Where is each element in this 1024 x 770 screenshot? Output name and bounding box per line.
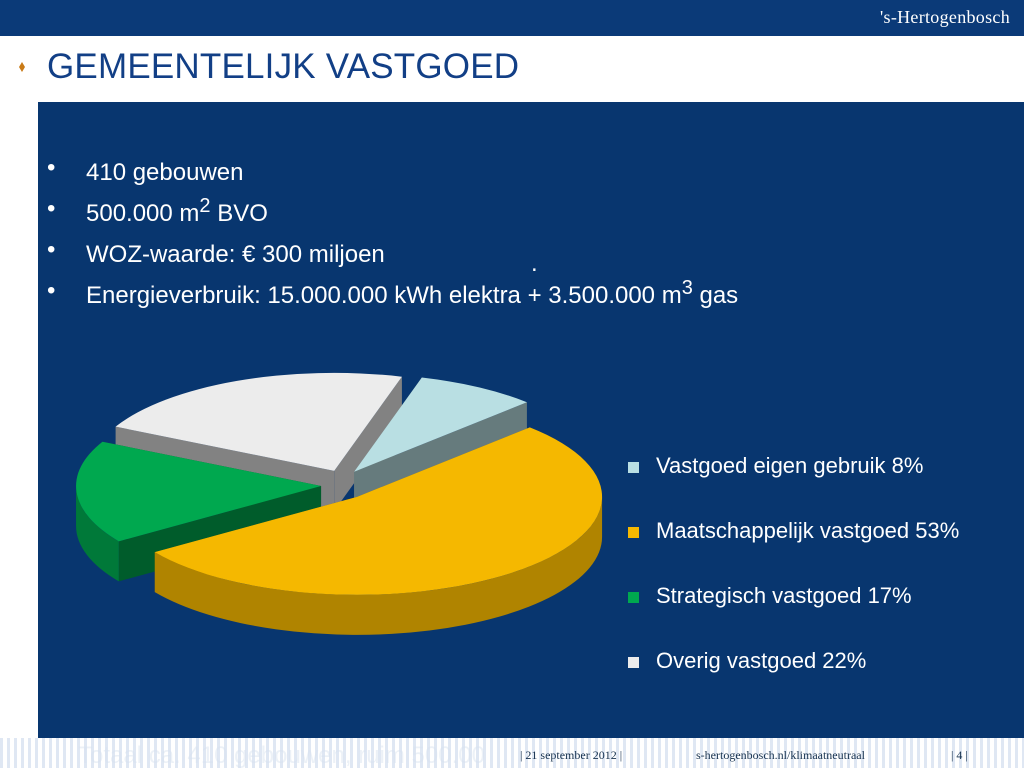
header-bar <box>0 0 1024 36</box>
bullet-marker: • <box>47 195 56 222</box>
legend-label: Overig vastgoed 22% <box>656 648 867 673</box>
city-name: 's-Hertogenbosch <box>879 7 1010 27</box>
legend-item <box>628 518 959 583</box>
legend-swatch <box>628 657 639 668</box>
footer-date: | 21 september 2012 | <box>520 748 623 762</box>
pie-chart <box>38 340 638 670</box>
bullet-marker: • <box>47 277 56 304</box>
footer-ghost-text: Totaal ca. 410 gebouwen, ruim 500.00 <box>78 742 485 769</box>
bullet-text: 500.000 m <box>86 200 200 227</box>
legend-item <box>628 583 959 648</box>
bullet-marker: • <box>47 236 56 263</box>
legend-item <box>628 453 959 518</box>
legend-label: Strategisch vastgoed 17% <box>656 583 912 608</box>
bullet-superscript: 2 <box>199 195 211 217</box>
footer-page-number: | 4 | <box>951 748 968 762</box>
legend-item <box>628 648 959 713</box>
bullet-item <box>47 195 738 236</box>
stray-mark: . <box>531 250 538 277</box>
legend-swatch <box>628 592 639 603</box>
bullet-item <box>47 277 738 318</box>
bullet-text-rest: gas <box>692 282 739 309</box>
bullet-list <box>47 154 738 318</box>
legend-label: Vastgoed eigen gebruik 8% <box>656 453 924 478</box>
title-bullet-icon <box>19 62 25 72</box>
bullet-superscript: 3 <box>681 277 693 299</box>
footer-link[interactable]: s-hertogenbosch.nl/klimaatneutraal <box>696 748 865 762</box>
bullet-item <box>47 236 738 277</box>
bullet-item <box>47 154 738 195</box>
bullet-text: Energieverbruik: 15.000.000 kWh elektra + 3.500.000 m <box>86 282 682 309</box>
bullet-text-rest: BVO <box>210 200 268 227</box>
legend-swatch <box>628 462 639 473</box>
bullet-text: 410 gebouwen <box>86 159 244 186</box>
bullet-text: WOZ-waarde: € 300 miljoen <box>86 241 385 268</box>
chart-legend <box>628 453 959 713</box>
legend-label: Maatschappelijk vastgoed 53% <box>656 518 960 543</box>
legend-swatch <box>628 527 639 538</box>
bullet-marker: • <box>47 154 56 181</box>
page-title: GEMEENTELIJK VASTGOED <box>47 47 520 86</box>
